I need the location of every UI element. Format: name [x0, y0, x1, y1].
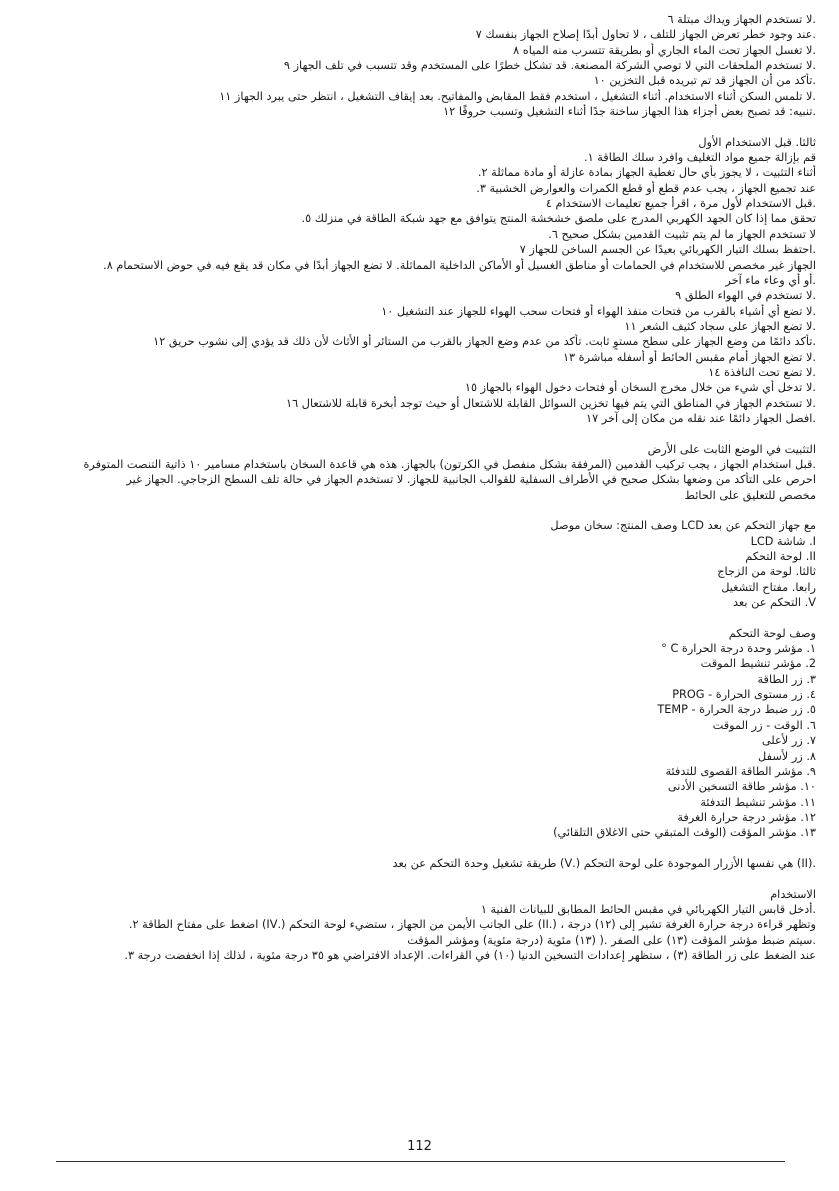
text-line: ١٢. مؤشر درجة حرارة الغرفة — [677, 810, 816, 824]
text-line: .افصل الجهاز دائمًا عند نقله من مكان إلى آخر ١٧ — [586, 411, 816, 425]
text-line: ١. مؤشر وحدة درجة الحرارة C ° — [661, 642, 816, 656]
text-line: .أو أي وعاء ماء آخر — [725, 273, 816, 287]
text-line: .قبل الاستخدام لأول مرة ، اقرأ جميع تعليمات الاستخدام ٤ — [545, 197, 816, 211]
text-line: .لا تستخدم الجهاز ويداك مبتلة ٦ — [667, 13, 816, 26]
text-line: ٤. زر مستوى الحرارة - PROG — [672, 688, 816, 702]
text-line: ١١. مؤشر تنشيط التدفئة — [700, 795, 816, 809]
text-line: تحقق مما إذا كان الجهد الكهربي المدرج على ملصق خشخشة المنتج يتوافق مع جهد شبكة الطاقة في منزلك ٥. — [301, 212, 816, 226]
blank-line — [30, 610, 816, 625]
text-line: .تنبيه: قد تصبح بعض أجزاء هذا الجهاز ساخنة جدًا أثناء التشغيل وتسبب حروقًا ١٢ — [443, 105, 816, 119]
text-line: 2. مؤشر تنشيط الموقت — [700, 657, 816, 671]
text-line: مخصص للتعليق على الحائط — [684, 488, 816, 502]
text-line: .(II) هي نفسها الأزرار الموجودة على لوحة التحكم (.V) طريقة تشغيل وحدة التحكم عن بعد — [392, 856, 816, 870]
text-line: قم بإزالة جميع مواد التغليف وافرد سلك الطاقة ١. — [583, 151, 816, 165]
text-line: .لا تستخدم الجهاز في المناطق التي يتم فيها تخزين السوائل القابلة للاشتعال أو حيث توجد أبخرة قابلة للاشتعال ١٦ — [286, 396, 816, 410]
text-line: .عند وجود خطر تعرض الجهاز للتلف ، لا تحاول أبدًا إصلاح الجهاز بنفسك ٧ — [475, 28, 816, 42]
text-line: .لا تضع الجهاز أمام مقبس الحائط أو أسفله مباشرة ١٣ — [562, 350, 816, 364]
text-line: ١٣. مؤشر المؤقت (الوقت المتبقي حتى الاغلاق التلقائي) — [553, 826, 816, 840]
text-line: .احتفظ بسلك التيار الكهربائي بعيدًا عن الجسم الساخن للجهاز ٧ — [519, 243, 816, 257]
text-line: ٣. زر الطاقة — [757, 672, 816, 686]
blank-line — [30, 119, 816, 134]
blank-line — [30, 503, 816, 518]
blank-line — [30, 871, 816, 886]
page-number: 112 — [407, 1139, 432, 1154]
text-line: الجهاز غير مخصص للاستخدام في الحمامات أو مناطق الغسيل أو الأماكن الداخلية المماثلة. لا تضع الجهاز أبدًا في مكان قد يقع فيه في حوض الاستحمام ٨. — [103, 258, 816, 272]
text-line: أثناء التثبيت ، لا يجوز بأي حال تغطية الجهاز بمادة عازلة أو مادة مماثلة ٢. — [477, 166, 816, 180]
text-line: الاستخدام — [770, 887, 816, 901]
text-line: .لا تضع تحت النافذة ١٤ — [708, 365, 816, 379]
text-line: .قبل استخدام الجهاز ، يجب تركيب القدمين (المرفقة بشكل منفصل في الكرتون) بالجهاز. هذه هي قاعدة السخان باستخدام مسامير ١٠ ذاتية التنصت المتوفرة — [83, 457, 816, 471]
text-line: ثالثا. قبل الاستخدام الأول — [698, 135, 816, 149]
text-line: .لا تستخدم الملحقات التي لا توصي الشركة المصنعة. قد تشكل خطرًا على المستخدم وقد تتسبب في تلف الجهاز ٩ — [283, 59, 816, 73]
text-line: .لا تلمس السكن أثناء الاستخدام. أثناء التشغيل ، استخدم فقط المقابض والمفاتيح. بعد إيقاف التشغيل ، انتظر حتى يبرد الجهاز ١١ — [219, 89, 816, 103]
text-line: .لا تدخل أي شيء من خلال مخرج السخان أو فتحات دخول الهواء بالجهاز ١٥ — [464, 381, 816, 395]
text-line: وصف لوحة التحكم — [728, 626, 816, 640]
text-line: .لا تضع الجهاز على سجاد كثيف الشعر ١١ — [624, 319, 816, 333]
text-line: .تأكد من أن الجهاز قد تم تبريده قبل التخزين ١٠ — [593, 74, 816, 88]
text-line: .أدخل قابس التيار الكهربائي في مقبس الحائط المطابق للبيانات الفنية ١ — [480, 902, 816, 916]
text-line: II. لوحة التحكم — [745, 550, 816, 564]
text-line: I. شاشة LCD — [750, 534, 816, 548]
text-line: .لا تغسل الجهاز تحت الماء الجاري أو بطريقة تتسرب منه المياه ٨ — [513, 43, 816, 57]
text-line: رابعا. مفتاح التشغيل — [721, 580, 816, 594]
text-line: .لا تضع أي أشياء بالقرب من فتحات منفذ الهواء أو فتحات سحب الهواء للجهاز عند التشغيل ١٠ — [381, 304, 816, 318]
text-line: ثالثا. لوحة من الزجاج — [717, 565, 816, 579]
text-line: وتظهر قراءة درجة حرارة الغرفة تشير إلى (١٢) درجة ، (.II) على الجانب الأيمن من الجهاز ، ستضيء لوحة التحكم (.IV) اضغط على مفتاح الطاقة ٢. — [128, 918, 816, 932]
text-line: التثبيت في الوضع الثابت على الأرض — [647, 442, 816, 456]
text-line: .سيتم ضبط مؤشر المؤقت (١٣) على الصفر .( (١٣) مئوية (درجة مئوية) ومؤشر المؤقت — [407, 933, 816, 947]
text-line: لا تستخدم الجهاز ما لم يتم تثبيت القدمين بشكل صحيح ٦. — [548, 227, 816, 241]
text-line: ٨. زر لأسفل — [758, 749, 816, 763]
text-line: ٧. زر لأعلى — [761, 734, 816, 748]
text-line: مع جهاز التحكم عن بعد LCD وصف المنتج: سخان موصل — [550, 519, 816, 533]
blank-line — [30, 841, 816, 856]
text-line: .تأكد دائمًا من وضع الجهاز على سطح مستوٍ ثابت. تأكد من عدم وضع الجهاز بالقرب من الستائر أو الأثاث لأن ذلك قد يؤدي إلى نشوب حريق ١٢ — [153, 335, 816, 349]
text-line: V. التحكم عن بعد — [732, 596, 816, 610]
blank-line — [30, 426, 816, 441]
text-line: عند تجميع الجهاز ، يجب عدم قطع أو قطع الكمرات والعوارض الخشبية ٣. — [476, 181, 816, 195]
text-line: ١٠. مؤشر طاقة التسخين الأدنى — [667, 780, 816, 794]
footer-rule — [56, 1161, 785, 1162]
text-line: عند الضغط على زر الطاقة (٣) ، ستظهر إعدادات التسخين الدنيا (١٠) في القراءات. الإعداد الافتراضي هو ٣٥ درجة مئوية ، لذلك إذا انخفضت درجة ٣. — [124, 948, 816, 962]
text-line: .لا تستخدم في الهواء الطلق ٩ — [675, 289, 816, 303]
text-line: احرص على التأكد من وضعها بشكل صحيح في الأطراف السفلية للقوالب الجانبية للجهاز. لا تستخدم الجهاز في حالة تلف السطح الزجاجي. الجهاز غير — [126, 473, 816, 487]
text-line: ٦. الوقت - زر الموقت — [712, 718, 816, 732]
text-line: ٩. مؤشر الطاقة القصوى للتدفئة — [665, 764, 816, 778]
manual-text-block — [30, 12, 816, 963]
text-line: ٥. زر ضبط درجة الحرارة - TEMP — [657, 703, 816, 717]
